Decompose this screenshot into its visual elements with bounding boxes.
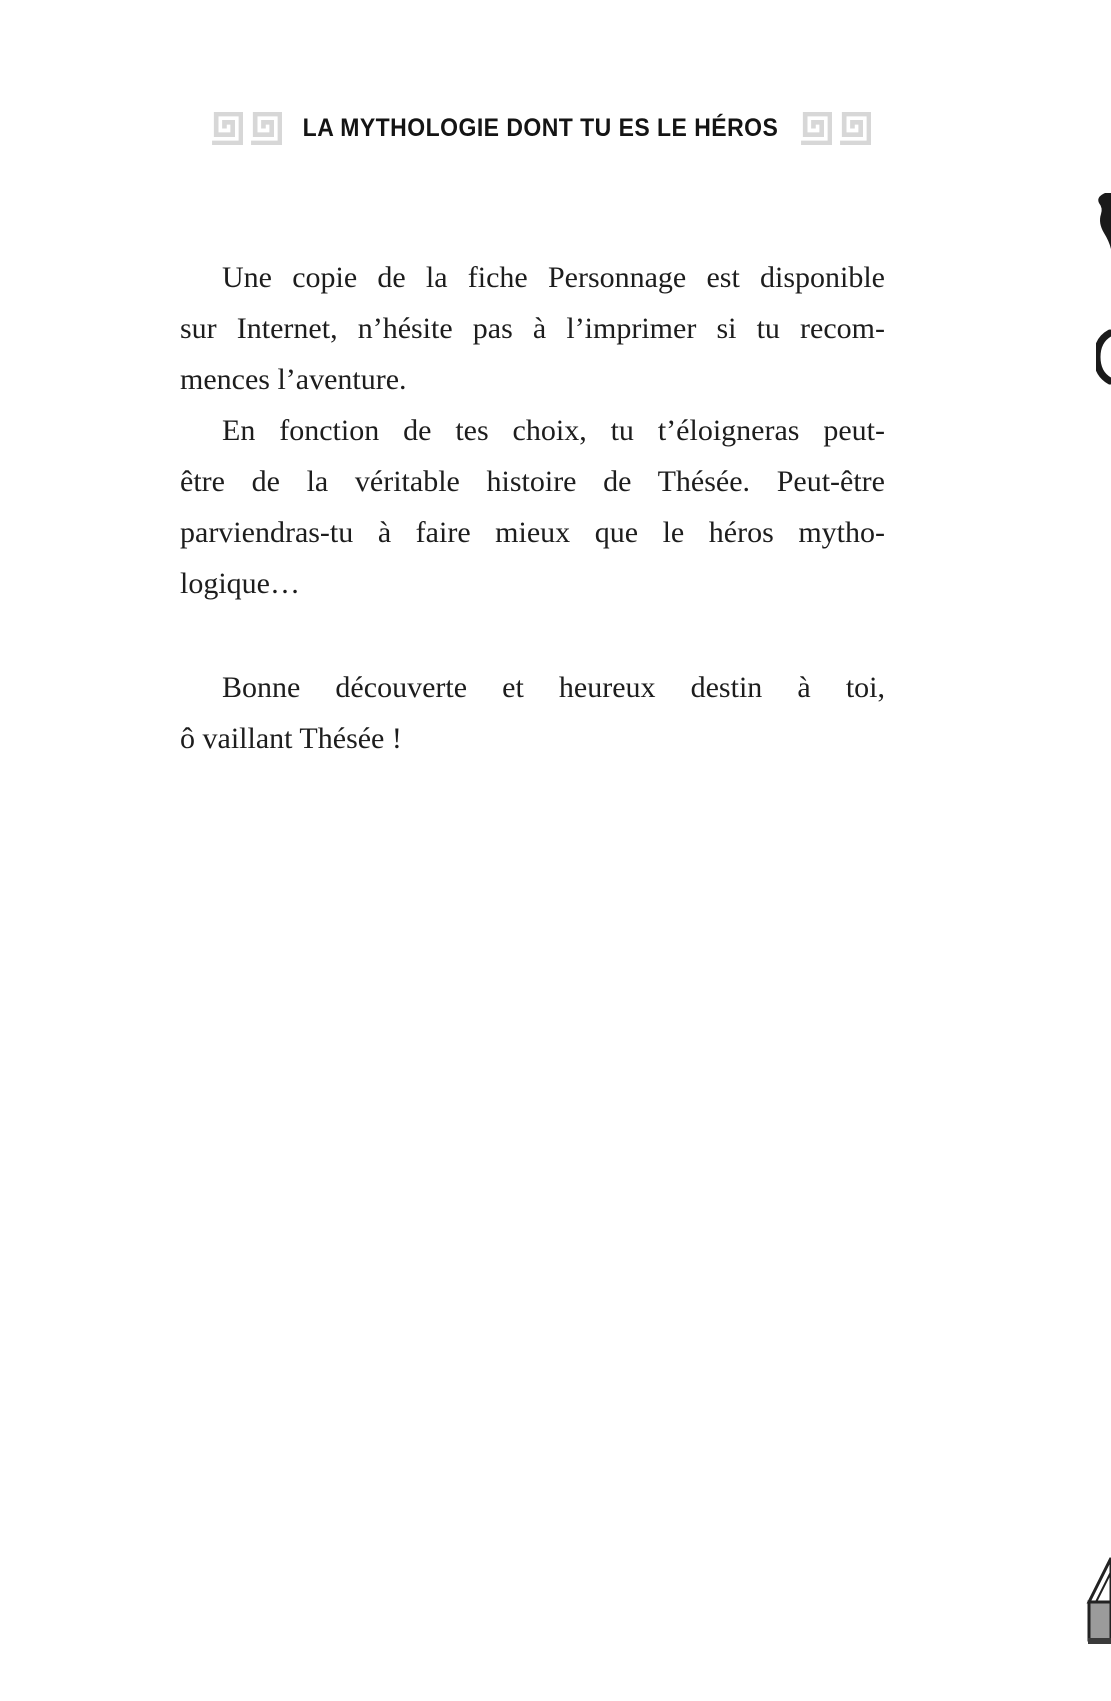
body-text	[180, 252, 885, 764]
text-line: logique…	[180, 567, 300, 600]
paragraph	[180, 405, 885, 609]
running-header	[210, 104, 870, 152]
greek-key-ornament-right	[799, 112, 871, 145]
greek-key-ornament-left	[210, 112, 282, 145]
paragraph	[180, 252, 885, 405]
text-line: En fonction de tes choix, tu t’éloigneras peut-	[222, 414, 885, 447]
page-header-title: LA MYTHOLOGIE DONT TU ES LE HÉROS	[302, 113, 779, 142]
edge-illustration-fragment-arc	[1096, 328, 1111, 386]
text-line: ô vaillant Thésée !	[180, 722, 402, 755]
text-line: parviendras-tu à faire mieux que le héros mytho-	[180, 516, 885, 549]
text-line: mences l’aventure.	[180, 363, 407, 396]
greek-key-icon	[838, 112, 871, 145]
text-line: être de la véritable histoire de Thésée. Peut-être	[180, 465, 885, 498]
paragraph	[180, 662, 885, 764]
edge-illustration-fragment-bottom-right	[1084, 1556, 1111, 1648]
text-line: Une copie de la fiche Personnage est disponible	[222, 261, 885, 294]
greek-key-icon	[799, 112, 832, 145]
greek-key-icon	[249, 112, 282, 145]
text-line: sur Internet, n’hésite pas à l’imprimer si tu recom-	[180, 312, 885, 345]
edge-illustration-fragment-top-right	[1094, 193, 1111, 251]
text-line: Bonne découverte et heureux destin à toi,	[222, 671, 885, 704]
greek-key-icon	[210, 112, 243, 145]
